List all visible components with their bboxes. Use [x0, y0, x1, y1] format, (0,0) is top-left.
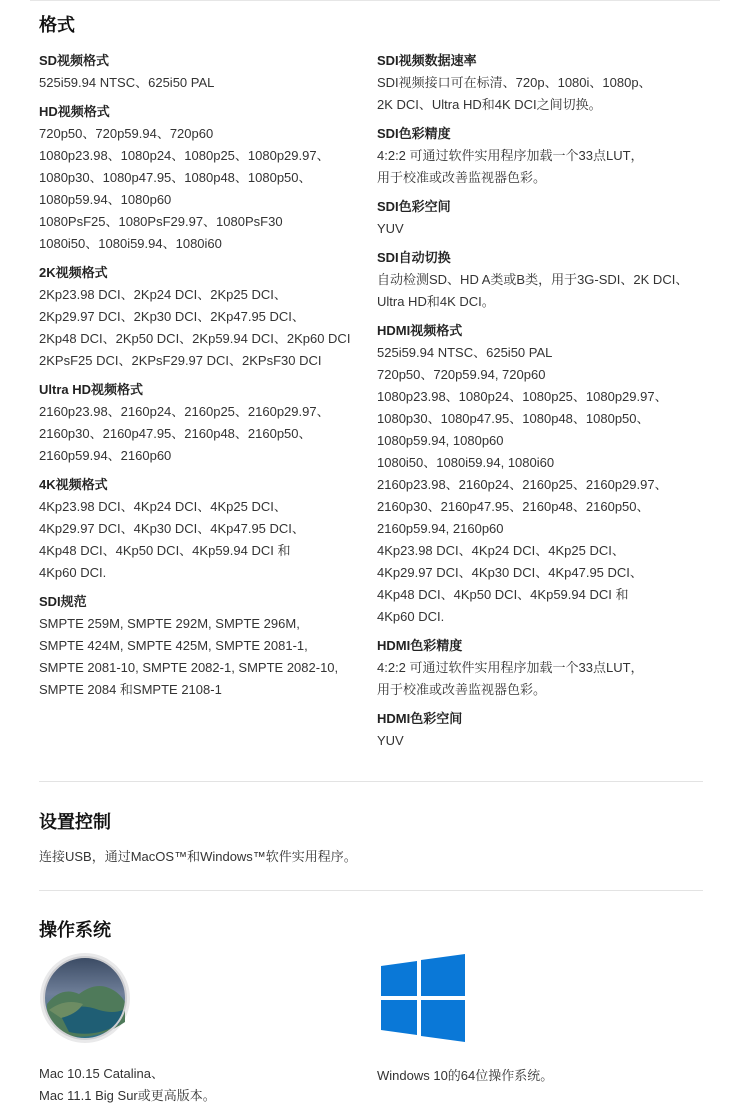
mac-caption-line: Mac 11.1 Big Sur或更高版本。 — [39, 1088, 216, 1103]
spec-line: 自动检测SD、HD A类或B类，用于3G-SDI、2K DCI、 — [377, 272, 689, 287]
spec-line: 4:2:2 可通过软件实用程序加载一个33点LUT， — [377, 148, 644, 163]
spec-section — [377, 635, 717, 701]
spec-line: 2160p30、2160p47.95、2160p48、2160p50、 — [377, 499, 650, 514]
spec-line: 1080p59.94、1080p60 — [39, 192, 172, 207]
spec-line: 1080p59.94, 1080p60 — [377, 433, 504, 448]
spec-section — [377, 196, 717, 240]
os-mac — [39, 952, 216, 1107]
spec-line: 4Kp29.97 DCI、4Kp30 DCI、4Kp47.95 DCI、 — [377, 565, 643, 580]
spec-section — [377, 123, 717, 189]
spec-section — [377, 708, 717, 752]
section-divider — [39, 890, 703, 891]
spec-line: 2160p30、2160p47.95、2160p48、2160p50、 — [39, 426, 312, 441]
spec-section-title: HDMI色彩精度 — [377, 638, 463, 653]
spec-section-title: 2K视频格式 — [39, 265, 108, 280]
spec-section — [377, 247, 717, 313]
spec-line: 4:2:2 可通过软件实用程序加载一个33点LUT， — [377, 660, 644, 675]
spec-line: 720p50、720p59.94、720p60 — [39, 126, 214, 141]
spec-line: 1080p30、1080p47.95、1080p48、1080p50、 — [39, 170, 312, 185]
section-divider — [39, 781, 703, 782]
spec-line: 4Kp60 DCI. — [39, 565, 107, 580]
spec-line: 720p50、720p59.94, 720p60 — [377, 367, 546, 382]
formats-right-column — [377, 50, 717, 759]
spec-line: Ultra HD和4K DCI。 — [377, 294, 495, 309]
spec-section-title: HD视频格式 — [39, 104, 110, 119]
spec-line: 用于校准或改善监视器色彩。 — [377, 682, 547, 697]
spec-section-title: SD视频格式 — [39, 53, 110, 68]
spec-line: 2160p23.98、2160p24、2160p25、2160p29.97、 — [39, 404, 330, 419]
spec-line: YUV — [377, 733, 404, 748]
spec-line: 2160p59.94, 2160p60 — [377, 521, 504, 536]
macos-catalina-icon — [39, 952, 131, 1044]
spec-line: 4Kp60 DCI. — [377, 609, 445, 624]
spec-section-title: HDMI视频格式 — [377, 323, 463, 338]
spec-line: 1080p23.98、1080p24、1080p25、1080p29.97、 — [39, 148, 330, 163]
spec-line: 4Kp29.97 DCI、4Kp30 DCI、4Kp47.95 DCI、 — [39, 521, 305, 536]
spec-line: 1080i50、1080i59.94, 1080i60 — [377, 455, 555, 470]
spec-line: SMPTE 424M, SMPTE 425M, SMPTE 2081-1, — [39, 638, 308, 653]
spec-section-title: Ultra HD视频格式 — [39, 382, 144, 397]
os-windows — [377, 952, 553, 1087]
spec-line: 用于校准或改善监视器色彩。 — [377, 170, 547, 185]
spec-section — [39, 474, 369, 584]
spec-section — [377, 320, 717, 628]
spec-section-title: SDI视频数据速率 — [377, 53, 477, 68]
spec-line: 4Kp23.98 DCI、4Kp24 DCI、4Kp25 DCI、 — [377, 543, 625, 558]
operating-systems-heading: 操作系统 — [39, 920, 111, 940]
spec-line: 2160p59.94、2160p60 — [39, 448, 172, 463]
spec-line: 4Kp48 DCI、4Kp50 DCI、4Kp59.94 DCI 和 — [39, 543, 291, 558]
spec-line: 2Kp48 DCI、2Kp50 DCI、2Kp59.94 DCI、2Kp60 DCI — [39, 331, 351, 346]
spec-section — [39, 101, 369, 255]
spec-line: 1080i50、1080i59.94、1080i60 — [39, 236, 222, 251]
spec-section — [39, 262, 369, 372]
spec-section — [39, 591, 369, 701]
spec-line: 2KPsF25 DCI、2KPsF29.97 DCI、2KPsF30 DCI — [39, 353, 322, 368]
spec-section-title: SDI自动切换 — [377, 250, 451, 265]
spec-section — [39, 379, 369, 467]
settings-control-heading: 设置控制 — [39, 812, 111, 832]
spec-line: 2Kp29.97 DCI、2Kp30 DCI、2Kp47.95 DCI、 — [39, 309, 305, 324]
spec-line: SMPTE 259M, SMPTE 292M, SMPTE 296M, — [39, 616, 300, 631]
spec-section-title: SDI规范 — [39, 594, 87, 609]
spec-line: 2160p23.98、2160p24、2160p25、2160p29.97、 — [377, 477, 668, 492]
mac-caption-line: Mac 10.15 Catalina、 — [39, 1066, 165, 1081]
spec-section-title: SDI色彩空间 — [377, 199, 451, 214]
top-divider — [30, 0, 720, 1]
spec-line: SDI视频接口可在标清、720p、1080i、1080p、 — [377, 75, 652, 90]
settings-control-text: 连接USB，通过MacOS™和Windows™软件实用程序。 — [39, 849, 357, 864]
spec-section-title: SDI色彩精度 — [377, 126, 451, 141]
formats-heading: 格式 — [39, 15, 75, 35]
spec-line: SMPTE 2081-10, SMPTE 2082-1, SMPTE 2082-10, — [39, 660, 339, 675]
spec-section-title: HDMI色彩空间 — [377, 711, 463, 726]
spec-section — [377, 50, 717, 116]
spec-section — [39, 50, 369, 94]
spec-line: 4Kp23.98 DCI、4Kp24 DCI、4Kp25 DCI、 — [39, 499, 287, 514]
spec-line: 1080p30、1080p47.95、1080p48、1080p50、 — [377, 411, 650, 426]
spec-line: 525i59.94 NTSC、625i50 PAL — [377, 345, 553, 360]
spec-line: SMPTE 2084 和SMPTE 2108-1 — [39, 682, 222, 697]
spec-line: 2Kp23.98 DCI、2Kp24 DCI、2Kp25 DCI、 — [39, 287, 287, 302]
spec-line: 525i59.94 NTSC、625i50 PAL — [39, 75, 215, 90]
spec-line: 1080p23.98、1080p24、1080p25、1080p29.97、 — [377, 389, 668, 404]
spec-section-title: 4K视频格式 — [39, 477, 108, 492]
formats-left-column — [39, 50, 369, 708]
spec-line: 4Kp48 DCI、4Kp50 DCI、4Kp59.94 DCI 和 — [377, 587, 629, 602]
spec-line: YUV — [377, 221, 404, 236]
windows-caption-line: Windows 10的64位操作系统。 — [377, 1068, 554, 1083]
windows-logo-icon — [379, 954, 467, 1042]
spec-line: 2K DCI、Ultra HD和4K DCI之间切换。 — [377, 97, 602, 112]
spec-line: 1080PsF25、1080PsF29.97、1080PsF30 — [39, 214, 283, 229]
